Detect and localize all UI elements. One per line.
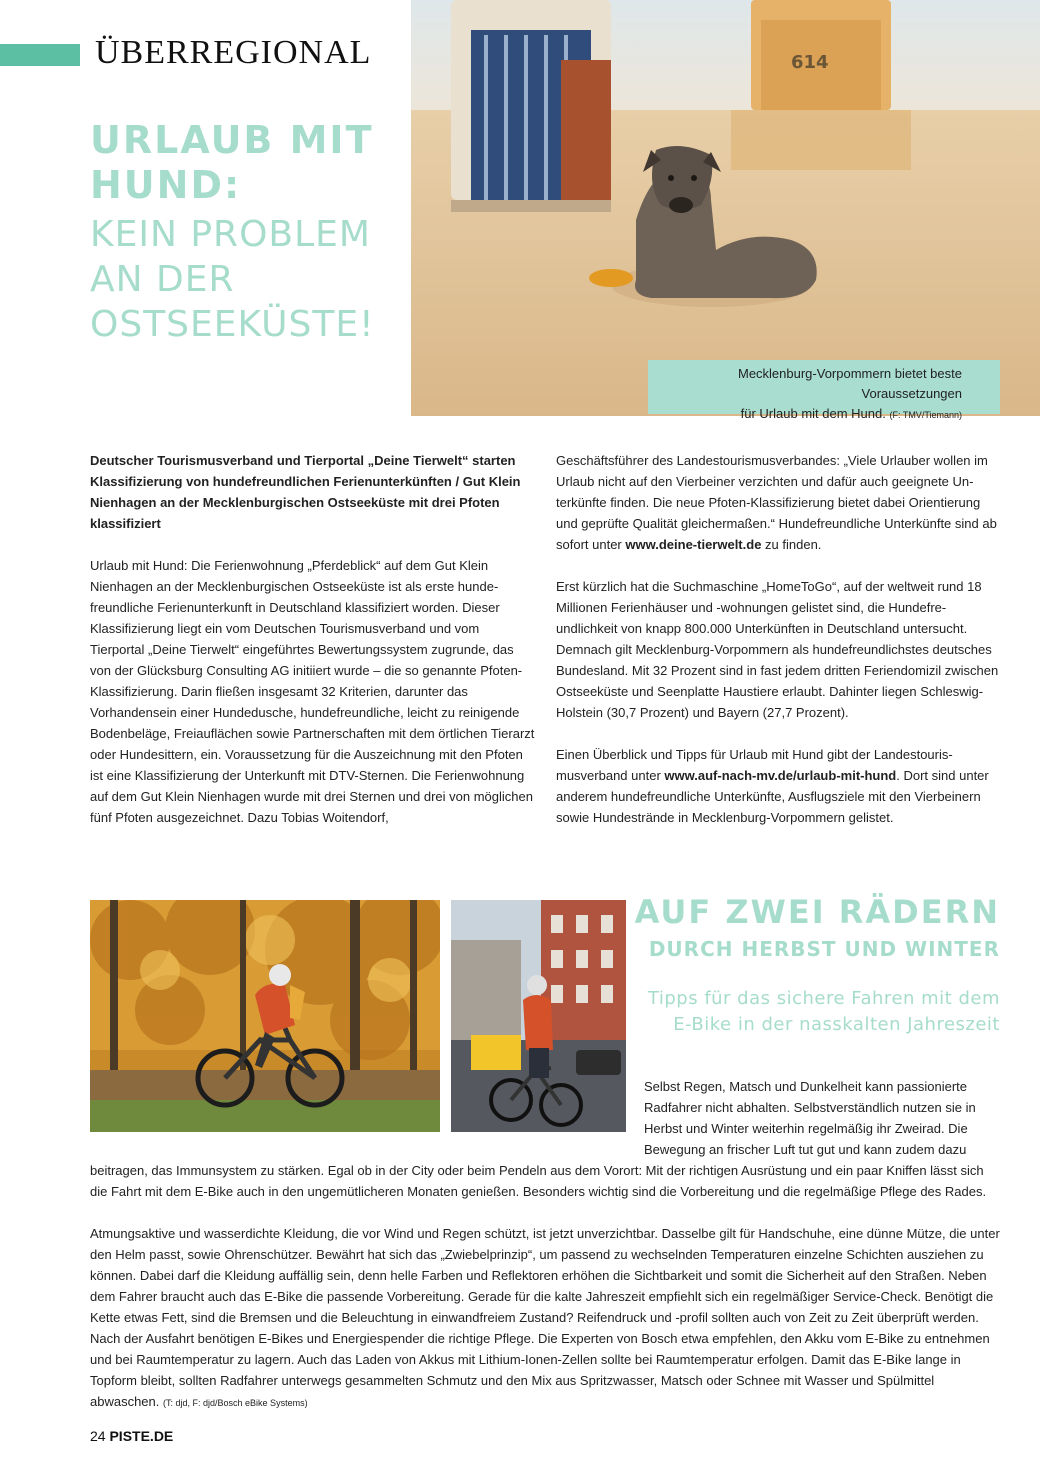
title-line: OSTSEEKÜSTE! (90, 304, 375, 345)
section-bar (0, 44, 80, 66)
title-line: AN DER (90, 259, 235, 300)
caption-credit: (F: TMV/Tiemann) (889, 410, 962, 420)
article2-title-sub: DURCH HERBST UND WINTER (648, 937, 1000, 961)
svg-text:614: 614 (791, 52, 829, 73)
text-span: Atmungsaktive und wasserdichte Kleidung, die vor Wind und Regen schützt, ist jetzt unverzichtbar. Dasselbe gilt für Handschuhe, eine dünne Mütze, die unter den Helm passt, sowie Ohrenschützer. Bewährt hat sich das „Zwiebelprinzip“, um passend zu wechselnden Temperaturen einzelne Schichten ausziehen zu können. Dabei darf die Kleidung auffällig sein, denn helle Farben und Reflektoren erhöhen die Sichtbarkeit und somit die Sicherheit auf den Straßen. Neben dem Fahrer braucht auch das E-Bike die passende Vorbereitung. Gerade für die kalte Jahreszeit empfiehlt sich ein regelmäßiger Service-Check. Benötigt die Kette etwas Fett, sind die Bremsen und die Beleuchtung in einwandfreiem Zustand? Reifendruck und -profil sollten auch von Zeit zu Zeit überprüft werden. Nach der Ausfahrt benötigen E-Bikes und Energiespender die richtige Pflege. Die Experten von Bosch etwa empfehlen, den Akku vom E-Bike zu entnehmen und bei Raumtemperatur zu lagern. Auch das Laden von Akkus mit Lithium-Ionen-Zellen sollte bei Raumtemperatur erfolgen. Damit das E-Bike lange in Topform bleibt, sollten Radfahrer unterwegs gesammelten Schmutz und den Mix aus Spritzwasser, Matsch oder Schnee mit Wasser und Spülmittel abwaschen. (90, 1226, 1000, 1409)
article1-paragraph (556, 744, 1002, 828)
text-span: Einen Überblick und Tipps für Urlaub mit Hund gibt der Landestourismusverband unter (556, 747, 953, 783)
text-span: zu finden. (761, 537, 822, 552)
article1-title-light (90, 212, 410, 347)
title-line: KEIN PROBLEM (90, 214, 371, 255)
article2-intro: Selbst Regen, Matsch und Dunkelheit kann passionierte Radfahrer nicht abhalten. Selbstverständlich nutzen sie in Herbst und Winter weiterhin regelmäßig ihr Zweirad. Die Bewegung an frischer Luft tut gut und kann zudem dazu (644, 1079, 976, 1157)
article1-paragraph: Urlaub mit Hund: Die Ferienwohnung „Pferdeblick“ auf dem Gut Klein Nienhagen an der Mecklenburgischen Ostseeküste ist als erste hundefreundliche Ferienunterkunft in Deutschland klassifiziert worden. Dieser Klassifizierung liegt ein vom Deutschen Tourismusverband und vom Tierportal „Deine Tierwelt“ eingeführtes Bewertungssystem zugrunde, das von der Glücksburg Consulting AG initiiert wurde – die so genannte Pfoten-Klassifizierung. Darin fließen insgesamt 32 Kriterien, darunter das Vorhandensein einer Hundedusche, hundefreundliche, leicht zu reinigende Bodenbeläge, Freiauflächen sowie Partnerschaften mit dem örtlichen Tierarzt oder Hundesittern, ein. Voraussetzung für die Auszeichnung mit den Pfoten ist eine Klassifizierung der Unterkunft mit DTV-Sternen. Die Ferienwohnung auf dem Gut Klein Nienhagen wurde mit drei Sternen und drei von möglichen fünf Pfoten ausgezeichnet. Dazu Tobias Woitendorf, (90, 558, 535, 825)
article1-column-left (90, 450, 536, 849)
deine-tierwelt-link[interactable]: www.deine-tierwelt.de (625, 537, 762, 552)
page-number: 24 (90, 1428, 106, 1444)
beach-dog-photo (411, 0, 1040, 416)
article1-title-bold (90, 118, 410, 208)
article2-body (90, 1160, 1000, 1435)
article1-paragraph (556, 450, 1002, 555)
article1-column-right (556, 450, 1002, 849)
article2-title: AUF ZWEI RÄDERN (634, 893, 1000, 931)
subtitle-line: Tipps für das sichere Fahren mit dem (647, 988, 1000, 1009)
text-span: . Dort sind unter anderem hundefreundliche Unterkünfte, Ausflugsziele mit den Vierbeinern sowie Hundestrände in Mecklenburg-Vorpommern gelistet. (556, 768, 989, 825)
article2-subtitle (620, 986, 1000, 1038)
text-span: Geschäftsführer des Landestourismusverbandes: „Viele Urlauber wollen im Urlaub nicht auf den Vierbeiner verzichten und dafür auch geeignete Unterkünfte finden. Die neue Pfoten-Klassifizierung bietet dabei Orientierung und geprüfte Qualität gleichermaßen.“ Hundefreundliche Unterkünfte sind ab sofort unter (556, 453, 997, 552)
article2-paragraph (90, 1223, 1000, 1414)
page-footer (90, 1428, 173, 1444)
photo-caption (648, 360, 1000, 421)
caption-text: für Urlaub mit dem Hund. (740, 406, 886, 421)
city-bike-illustration (451, 900, 626, 1132)
city-bike-photo (451, 900, 626, 1132)
article1-paragraph: Erst kürzlich hat die Suchmaschine „HomeToGo“, auf der weltweit rund 18 Millionen Ferienhäuser und -wohnungen gelistet sind, die Hundefreundlichkeit von knapp 800.000 Unterkünften in Deutschland untersucht. Demnach gilt Mecklenburg-Vorpommern als hundefreundlichstes deutsches Bundesland. Mit 32 Prozent sind in fast jedem dritten Feriendomizil zwischen Ostseeküste und Seenplatte Haustiere erlaubt. Dahinter liegen Schleswig-Holstein (30,7 Prozent) und Bayern (27,7 Prozent). (556, 579, 999, 720)
forest-bike-illustration (90, 900, 440, 1132)
title-line: URLAUB MIT (90, 118, 374, 162)
article2-credit: (T: djd, F: djd/Bosch eBike Systems) (163, 1398, 308, 1408)
section-label: ÜBERREGIONAL (95, 34, 372, 71)
title-line: HUND: (90, 163, 242, 207)
article1-lead: Deutscher Tourismusverband und Tierportal „Deine Tierwelt“ starten Klassifizierung von hundefreundlichen Ferienunterkünften / Gut Klein Nienhagen an der Mecklenburgischen Ostseeküste mit drei Pfoten klassifiziert (90, 453, 521, 531)
subtitle-line: E-Bike in der nasskalten Jahreszeit (673, 1014, 1000, 1035)
caption-text: Mecklenburg-Vorpommern bietet beste Voraussetzungen (737, 366, 962, 401)
beach-dog-illustration (411, 0, 1040, 416)
article2-paragraph: beitragen, das Immunsystem zu stärken. Egal ob in der City oder beim Pendeln aus dem Vorort: Mit der richtigen Ausrüstung und ein paar Kniffen lässt sich die Fahrt mit dem E-Bike auch in den ungemütlicheren Monaten genießen. Besonders wichtig sind die Vorbereitung und die regelmäßige Pflege des Rades. (90, 1163, 987, 1199)
brand-name: PISTE.DE (109, 1428, 174, 1444)
forest-bike-photo (90, 900, 440, 1132)
auf-nach-mv-link[interactable]: www.auf-nach-mv.de/urlaub-mit-hund (664, 768, 897, 783)
